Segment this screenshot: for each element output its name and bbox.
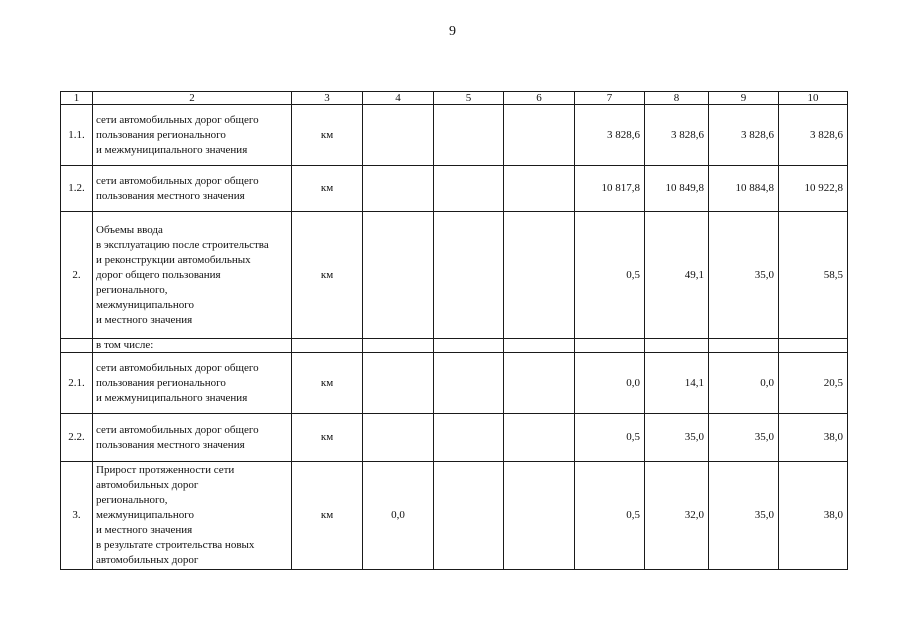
description-line: в том числе: <box>96 339 154 351</box>
description-line: сети автомобильных дорог общего <box>96 174 259 187</box>
value-cell-col-6 <box>504 414 575 462</box>
description-line: автомобильных дорог <box>96 479 199 491</box>
unit-cell: км <box>292 462 363 570</box>
table-row <box>61 462 848 570</box>
column-number: 6 <box>504 92 575 105</box>
table-row <box>61 414 848 462</box>
description-line: сети автомобильных дорог общего <box>96 361 259 374</box>
value-cell-col-7: 0,0 <box>575 353 645 414</box>
row-description <box>93 166 292 212</box>
column-number: 2 <box>93 92 292 105</box>
value-cell-col-9: 35,0 <box>709 462 779 570</box>
description-line: и межмуниципального значения <box>96 143 248 156</box>
value-cell-col-10: 58,5 <box>779 212 848 339</box>
value-cell-col-7: 0,5 <box>575 462 645 570</box>
value-cell-col-7: 10 817,8 <box>575 166 645 212</box>
value-cell-col-8 <box>645 339 709 353</box>
table-row <box>61 212 848 339</box>
value-cell-col-5 <box>434 166 504 212</box>
description-line: автомобильных дорог <box>96 554 199 566</box>
value-cell-col-9: 35,0 <box>709 414 779 462</box>
table-subheader-row <box>61 339 848 353</box>
unit-cell <box>292 339 363 353</box>
value-cell-col-4 <box>363 212 434 339</box>
value-cell-col-9: 0,0 <box>709 353 779 414</box>
description-line: пользования регионального <box>96 376 226 389</box>
value-cell-col-7: 3 828,6 <box>575 105 645 166</box>
description-line: пользования местного значения <box>96 438 245 451</box>
description-line: в результате строительства новых <box>96 539 255 551</box>
unit-cell: км <box>292 212 363 339</box>
value-cell-col-4 <box>363 353 434 414</box>
value-cell-col-7: 0,5 <box>575 414 645 462</box>
value-cell-col-9: 3 828,6 <box>709 105 779 166</box>
value-cell-col-8: 3 828,6 <box>645 105 709 166</box>
row-number: 2.1. <box>61 353 93 414</box>
description-line: регионального, <box>96 283 168 296</box>
column-number: 10 <box>779 92 848 105</box>
description-line: и реконструкции автомобильных <box>96 253 251 266</box>
value-cell-col-5 <box>434 339 504 353</box>
description-line: дорог общего пользования <box>96 268 221 281</box>
row-number <box>61 339 93 353</box>
row-description <box>93 339 292 353</box>
value-cell-col-8: 32,0 <box>645 462 709 570</box>
value-cell-col-6 <box>504 353 575 414</box>
row-description <box>93 462 292 570</box>
unit-cell: км <box>292 353 363 414</box>
value-cell-col-4 <box>363 105 434 166</box>
value-cell-col-4 <box>363 414 434 462</box>
description-line: сети автомобильных дорог общего <box>96 423 259 436</box>
description-line: сети автомобильных дорог общего <box>96 113 259 126</box>
description-line: пользования местного значения <box>96 189 245 202</box>
column-number: 7 <box>575 92 645 105</box>
value-cell-col-10 <box>779 339 848 353</box>
value-cell-col-10: 20,5 <box>779 353 848 414</box>
description-line: межмуниципального <box>96 509 194 521</box>
value-cell-col-5 <box>434 353 504 414</box>
value-cell-col-5 <box>434 212 504 339</box>
value-cell-col-10: 38,0 <box>779 462 848 570</box>
unit-cell: км <box>292 105 363 166</box>
description-line: Прирост протяженности сети <box>96 464 235 476</box>
row-description <box>93 212 292 339</box>
column-number: 3 <box>292 92 363 105</box>
row-description <box>93 105 292 166</box>
row-number: 1.2. <box>61 166 93 212</box>
column-number: 5 <box>434 92 504 105</box>
value-cell-col-6 <box>504 462 575 570</box>
description-line: межмуниципального <box>96 298 194 311</box>
value-cell-col-8: 35,0 <box>645 414 709 462</box>
value-cell-col-6 <box>504 166 575 212</box>
value-cell-col-5 <box>434 414 504 462</box>
unit-cell: км <box>292 414 363 462</box>
value-cell-col-5 <box>434 105 504 166</box>
column-number: 9 <box>709 92 779 105</box>
value-cell-col-4 <box>363 166 434 212</box>
indicators-table <box>60 91 848 570</box>
description-line: и местного значения <box>96 524 193 536</box>
description-line: в эксплуатацию после строительства <box>96 238 269 251</box>
value-cell-col-5 <box>434 462 504 570</box>
value-cell-col-9: 35,0 <box>709 212 779 339</box>
table-row <box>61 105 848 166</box>
value-cell-col-6 <box>504 339 575 353</box>
value-cell-col-10: 10 922,8 <box>779 166 848 212</box>
row-number: 2.2. <box>61 414 93 462</box>
row-description <box>93 353 292 414</box>
description-line: и межмуниципального значения <box>96 391 248 404</box>
row-description <box>93 414 292 462</box>
column-number: 1 <box>61 92 93 105</box>
description-line: и местного значения <box>96 313 193 326</box>
column-number: 4 <box>363 92 434 105</box>
value-cell-col-7: 0,5 <box>575 212 645 339</box>
page-number: 9 <box>449 24 456 39</box>
value-cell-col-8: 14,1 <box>645 353 709 414</box>
description-line: Объемы ввода <box>96 223 163 236</box>
column-number: 8 <box>645 92 709 105</box>
value-cell-col-4 <box>363 339 434 353</box>
description-line: регионального, <box>96 494 168 506</box>
table-row <box>61 166 848 212</box>
value-cell-col-4: 0,0 <box>363 462 434 570</box>
value-cell-col-7 <box>575 339 645 353</box>
row-number: 3. <box>61 462 93 570</box>
value-cell-col-10: 38,0 <box>779 414 848 462</box>
value-cell-col-10: 3 828,6 <box>779 105 848 166</box>
unit-cell: км <box>292 166 363 212</box>
description-line: пользования регионального <box>96 128 226 141</box>
row-number: 1.1. <box>61 105 93 166</box>
value-cell-col-9: 10 884,8 <box>709 166 779 212</box>
value-cell-col-8: 49,1 <box>645 212 709 339</box>
column-number-row <box>61 92 848 105</box>
table-body <box>61 92 848 570</box>
value-cell-col-8: 10 849,8 <box>645 166 709 212</box>
value-cell-col-9 <box>709 339 779 353</box>
value-cell-col-6 <box>504 212 575 339</box>
value-cell-col-6 <box>504 105 575 166</box>
row-number: 2. <box>61 212 93 339</box>
table-row <box>61 353 848 414</box>
